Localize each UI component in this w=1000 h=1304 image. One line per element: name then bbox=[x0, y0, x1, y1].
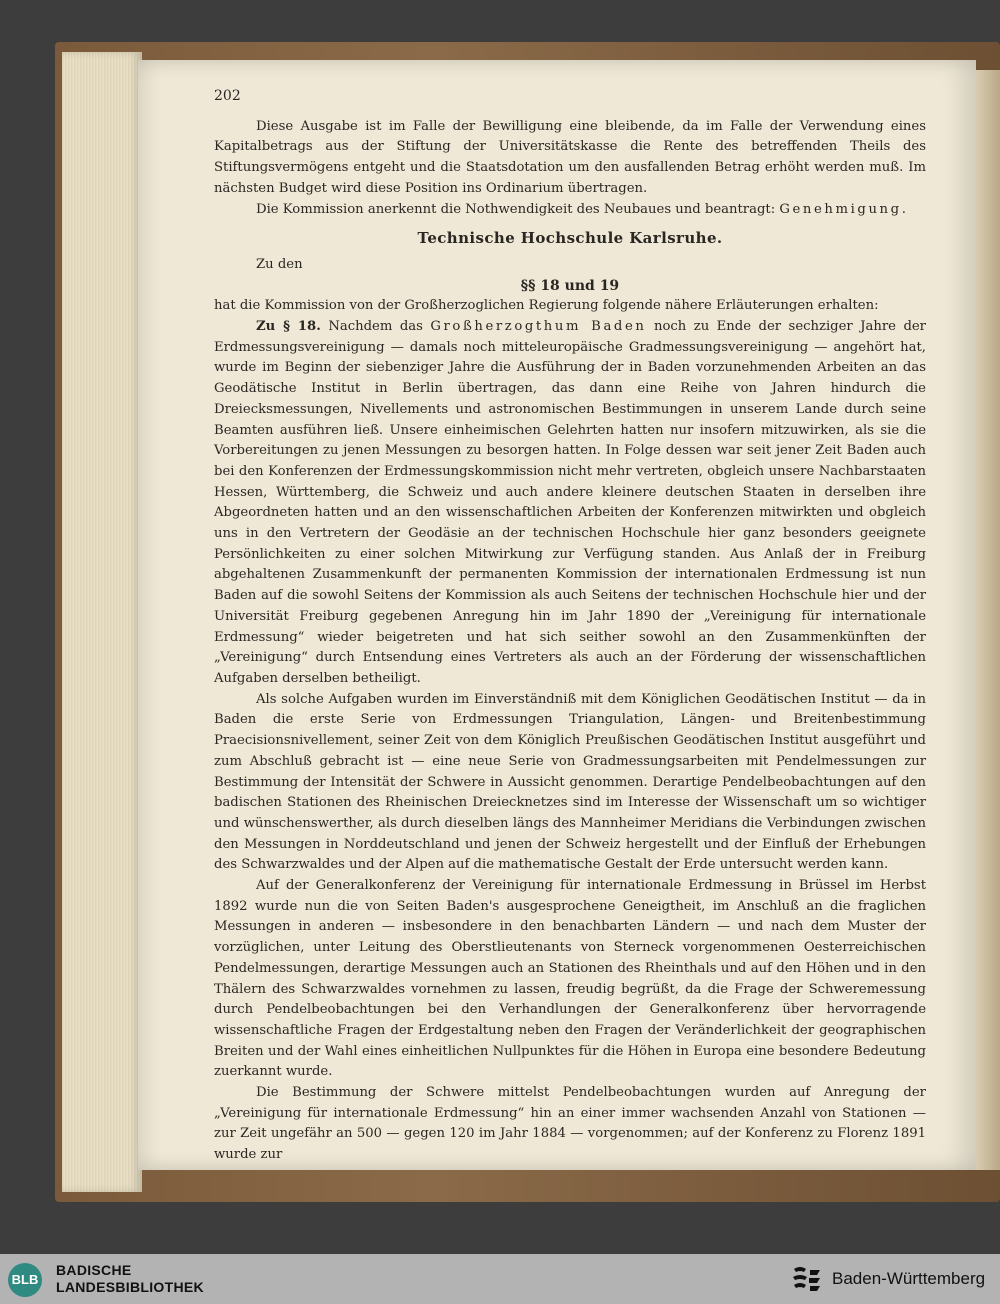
library-name-line: LANDESBIBLIOTHEK bbox=[56, 1279, 204, 1295]
page-number: 202 bbox=[214, 88, 241, 104]
footer-bar bbox=[0, 1254, 1000, 1304]
paragraph: Diese Ausgabe ist im Falle der Bewilligung eine bleibende, da im Falle der Verwendung eines Kapitalbetrags aus der Stiftung der Universitätskasse die Rente des betreffenden Theils des Stiftungsvermögens entgeht und die Staatsdotation um den ausfallenden Betrag erhöht werden muß. Im nächsten Budget wird diese Position ins Ordinarium übertragen. bbox=[214, 118, 926, 196]
paragraph-lead: Nachdem das bbox=[328, 319, 423, 335]
paragraph-text: Die Kommission anerkennt die Nothwendigkeit des Neubaues und beantragt: bbox=[256, 201, 776, 217]
page-right-edge bbox=[976, 70, 1000, 1170]
paragraph-18 bbox=[214, 317, 926, 690]
library-name[interactable] bbox=[56, 1262, 204, 1296]
approval-word: Genehmigung. bbox=[779, 201, 909, 217]
paragraph-text: noch zu Ende der sechziger Jahre der Erdmessungsvereinigung — damals noch mitteleuropäische Gradmessungsvereinigung — angehört hat, wurde im Beginn der siebenziger Jahre die Ausführung der in Baden vorzunehmenden Arbeiten an das Geodätische Institut in Berlin übertragen, das dann eine Reihe von Jahren hindurch die Dreiecksmessungen, Nivellements und astronomischen Bestimmungen in unserem Lande durch seine Beamten ausführen ließ. Unsere einheimischen Gelehrten hatten nur insofern mitzuwirken, als sie die Vorbereitungen zu jenen Messungen zu besorgen hatten. In Folge dessen war seit jener Zeit Baden auch bei den Konferenzen der Erdmessungskommission nicht mehr vertreten, obgleich unsere Nachbarstaaten Hessen, Württemberg, die Schweiz und auch andere kleinere deutschen Staaten in derselben ihre Abgeordneten hatten und an den wissenschaftlichen Arbeiten der Konferenzen mitwirkten und obgleich uns in den Vertretern der Geodäsie an der technischen Hochschule hier ganz besonders geeignete Persönlichkeiten zu einer solchen Mitwirkung zur Verfügung standen. Aus Anlaß der in Freiburg abgehaltenen Zusammenkunft der permanenten Kommission der internationalen Erdmessung ist nun Baden auf die sowohl Seitens der Kommission als auch Seitens der technischen Hochschule hier und der Universität Freiburg gegebenen Anregung hin im Jahr 1890 der „Vereinigung für internationale Erdmessung“ wieder beigetreten und hat sich seither sowohl an den Zusammenkünften der „Vereinigung“ durch Entsendung eines Vertreters als auch an der Förderung der wissenschaftlichen Aufgaben derselben betheiligt. bbox=[214, 319, 926, 686]
section-title: Technische Hochschule Karlsruhe. bbox=[417, 229, 723, 248]
paragraph-label: Zu § 18. bbox=[256, 319, 321, 335]
paragraph: Die Bestimmung der Schwere mittelst Pendelbeobachtungen wurden auf Anregung der „Vereinigung für internationale Erdmessung“ hin an einer immer wachsenden Anzahl von Stationen — zur Zeit ungefähr an 500 — gegen 120 im Jahr 1884 — vorgenommen; auf der Konferenz zu Florenz 1891 wurde zur bbox=[214, 1085, 926, 1163]
state-name[interactable]: Baden-Württemberg bbox=[832, 1269, 986, 1288]
zu-den: Zu den bbox=[256, 256, 303, 272]
intro-line: hat die Kommission von der Großherzoglichen Regierung folgende nähere Erläuterungen erhalten: bbox=[214, 298, 879, 314]
country-name: Großherzogthum Baden bbox=[430, 319, 647, 335]
paragraph: Als solche Aufgaben wurden im Einverständniß mit dem Königlichen Geodätischen Institut — da in Baden die erste Serie von Erdmessungen Triangulation, Längen- und Breitenbestimmung Praecisionsnivellement, seiner Zeit von dem Königlich Preußischen Geodätischen Institut ausgeführt und zum Abschluß gebracht ist — eine neue Serie von Gradmessungsarbeiten mit Pendelmessungen zur Bestimmung der Intensität der Schwere in Aussicht genommen. Derartige Pendelbeobachtungen auf den badischen Stationen des Rheinischen Dreiecknetzes sind im Interesse der Wissenschaft um so wichtiger und wünschenswerther, als durch dieselben längs des Mannheimer Meridians die Verbindungen zwischen den Messungen in Norddeutschland und jenen der Schweiz hergestellt und der Einfluß der Erhebungen des Schwarzwaldes und der Alpen auf die mathematische Gestalt der Erde untersucht werden kann. bbox=[214, 691, 926, 873]
blb-logo[interactable]: BLB bbox=[8, 1263, 42, 1297]
page-edges bbox=[62, 52, 142, 1192]
lions-emblem-icon bbox=[790, 1264, 824, 1296]
library-name-line: BADISCHE bbox=[56, 1262, 132, 1278]
paragraph: Auf der Generalkonferenz der Vereinigung für internationale Erdmessung in Brüssel im Herbst 1892 wurde nun die von Seiten Baden's ausgesprochene Geneigtheit, im Anschluß an die fraglichen Messungen in anderen — insbesondere in den benachbarten Ländern — und nach dem Muster der vorzüglichen, unter Leitung des Oberstlieutenants von Sterneck vorgenommenen Oesterreichischen Pendelmessungen, derartige Messungen auch an Stationen des Rheinthals und auf den Höhen und in den Thälern des Schwarzwaldes vornehmen zu lassen, freudig begrüßt, da die Frage der Schweremessung durch Pendelbeobachtungen bei den Verhandlungen der Generalkonferenz über hervorragende wissenschaftliche Fragen der Erdgestaltung neben den Fragen der Veränderlichkeit der geographischen Breiten und der Wahl eines einheitlichen Nullpunktes für die Höhen in Europa eine besondere Bedeutung zuerkannt wurde. bbox=[214, 878, 926, 1080]
section-heading: §§ 18 und 19 bbox=[520, 277, 620, 294]
paragraph bbox=[214, 200, 926, 221]
page-content bbox=[214, 86, 926, 1166]
